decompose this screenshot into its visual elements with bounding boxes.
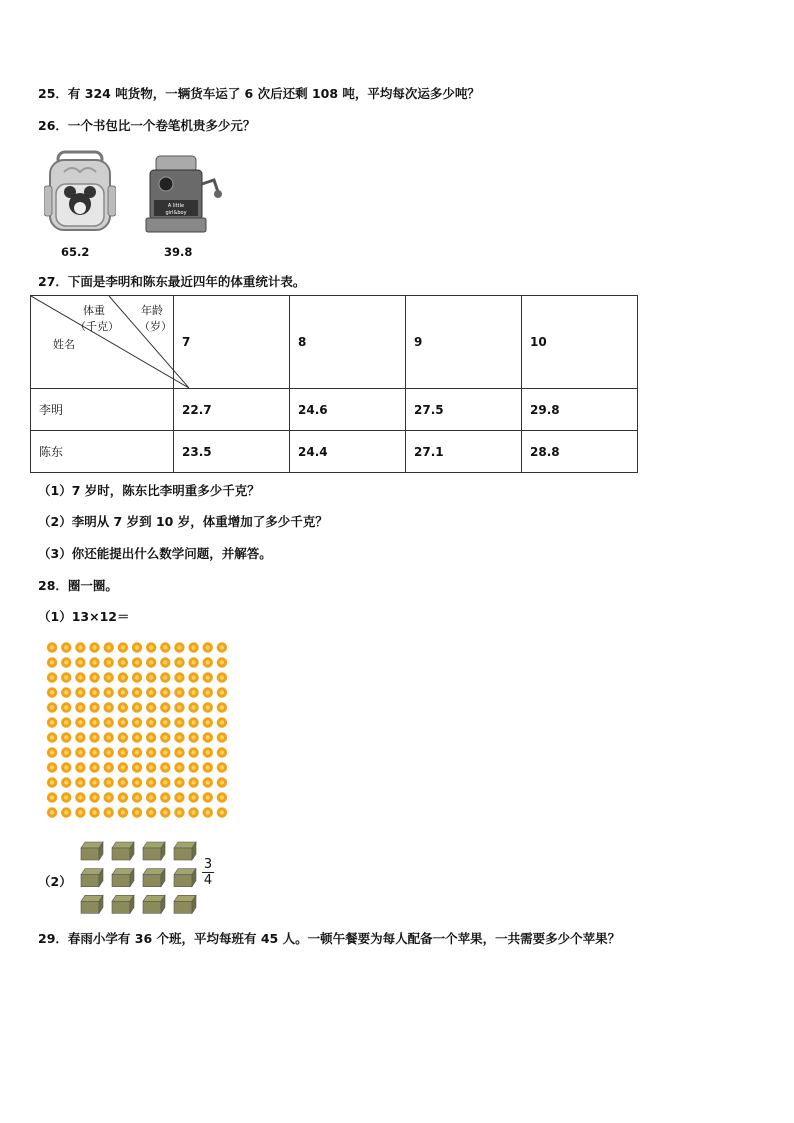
flower-dot-center [106, 720, 110, 724]
flower-dot-center [78, 690, 82, 694]
flower-dot-center [149, 795, 153, 799]
flower-dot-center [163, 705, 167, 709]
flower-dot-center [163, 750, 167, 754]
flower-dot-center [191, 690, 195, 694]
flower-dot-center [121, 705, 125, 709]
row-name: 陈东 [31, 431, 174, 473]
flower-dot-center [163, 795, 167, 799]
question-27: 27．下面是李明和陈东最近四年的体重统计表。 [38, 274, 306, 289]
flower-dot-center [191, 645, 195, 649]
flower-dot-center [149, 765, 153, 769]
flower-dot-center [206, 645, 210, 649]
cube-block [143, 842, 165, 860]
flower-dot-center [50, 780, 54, 784]
question-29: 29．春雨小学有 36 个班，平均每班有 45 人。一顿午餐要为每人配备一个苹果，一共需要多少个苹果？ [38, 931, 621, 946]
flower-dot-center [64, 690, 68, 694]
flower-dot-center [121, 765, 125, 769]
flower-dot-center [220, 720, 224, 724]
table-row [31, 431, 638, 473]
flower-dot-center [177, 645, 181, 649]
flower-dot-center [191, 675, 195, 679]
flower-dot-center [177, 690, 181, 694]
flower-dot-center [191, 765, 195, 769]
flower-dot-center [121, 795, 125, 799]
svg-text:A little: A little [167, 203, 185, 209]
header-name: 姓名 [53, 338, 75, 351]
flower-dot-center [177, 810, 181, 814]
age-col: 9 [406, 296, 522, 389]
flower-dot-center [177, 720, 181, 724]
flower-dot-center [163, 675, 167, 679]
flower-dot-center [135, 780, 139, 784]
flower-dot-center [220, 705, 224, 709]
flower-dot-center [92, 780, 96, 784]
flower-dot-center [206, 765, 210, 769]
cube-block [143, 869, 165, 887]
flower-dot-center [206, 735, 210, 739]
row-value: 24.4 [290, 431, 406, 473]
question-25: 25．有 324 吨货物，一辆货车运了 6 次后还剩 108 吨，平均每次运多少吨？ [38, 86, 480, 101]
flower-dot-center [92, 645, 96, 649]
header-age-unit: （岁） [139, 320, 172, 333]
flower-dot-center [206, 660, 210, 664]
flower-dot-center [78, 675, 82, 679]
flower-dot-center [135, 750, 139, 754]
flower-dot-center [106, 780, 110, 784]
flower-dot-center [191, 750, 195, 754]
flower-dot-center [106, 660, 110, 664]
flower-dot-center [78, 780, 82, 784]
cube-block [112, 842, 134, 860]
flower-dot-center [92, 675, 96, 679]
row-value: 22.7 [174, 389, 290, 431]
flower-dot-center [106, 810, 110, 814]
flower-dot-center [50, 675, 54, 679]
age-col: 10 [522, 296, 638, 389]
age-col: 8 [290, 296, 406, 389]
question-28-sub1: （1）13×12＝ [38, 609, 130, 624]
question-27-sub2: （2）李明从 7 岁到 10 岁，体重增加了多少千克？ [38, 514, 328, 529]
flower-dot-center [106, 705, 110, 709]
flower-dot-center [92, 735, 96, 739]
flower-dot-center [149, 810, 153, 814]
flower-dot-center [78, 750, 82, 754]
weight-table [30, 295, 638, 473]
header-weight-unit: （千克） [75, 320, 119, 333]
flower-dot-center [149, 660, 153, 664]
question-27-sub1: （1）7 岁时，陈东比李明重多少千克？ [38, 483, 260, 498]
flower-dot-center [106, 750, 110, 754]
cube-block [81, 842, 103, 860]
cube-block [81, 869, 103, 887]
flower-dot-center [177, 705, 181, 709]
flower-dot-center [149, 645, 153, 649]
cube-block [112, 895, 134, 913]
row-value: 23.5 [174, 431, 290, 473]
flower-dot-center [191, 735, 195, 739]
flower-dot-center [78, 660, 82, 664]
flower-dot-center [121, 690, 125, 694]
flower-dot-center [177, 780, 181, 784]
flower-dot-center [191, 780, 195, 784]
flower-dot-center [92, 705, 96, 709]
flower-dot-center [220, 690, 224, 694]
flower-dot-center [121, 660, 125, 664]
flower-dot-center [135, 810, 139, 814]
flower-dot-center [50, 705, 54, 709]
flower-dot-center [220, 795, 224, 799]
flower-dot-center [163, 810, 167, 814]
flower-dot-center [220, 675, 224, 679]
fraction [202, 858, 214, 887]
flower-dot-center [220, 765, 224, 769]
flower-dot-center [163, 735, 167, 739]
flower-dot-center [206, 750, 210, 754]
flower-dot-center [191, 660, 195, 664]
flower-dot-center [50, 810, 54, 814]
flower-dot-center [206, 690, 210, 694]
flower-dot-center [206, 780, 210, 784]
flower-dot-center [206, 795, 210, 799]
flower-dot-center [64, 750, 68, 754]
flower-dot-center [163, 690, 167, 694]
flower-dot-center [64, 795, 68, 799]
flower-dot-center [106, 645, 110, 649]
backpack-price: 65.2 [61, 245, 90, 259]
flower-dot-center [92, 765, 96, 769]
row-value: 27.1 [406, 431, 522, 473]
flower-dot-center [220, 735, 224, 739]
flower-dot-center [106, 690, 110, 694]
diagonal-header-cell [31, 296, 174, 389]
flower-dot-center [78, 720, 82, 724]
flower-dot-center [135, 720, 139, 724]
cube-block [143, 895, 165, 913]
question-27-sub3: （3）你还能提出什么数学问题，并解答。 [38, 546, 272, 561]
flower-dot-center [64, 645, 68, 649]
cube-block [112, 869, 134, 887]
flower-dot-center [135, 735, 139, 739]
flower-dot-center [163, 660, 167, 664]
flower-dot-center [177, 660, 181, 664]
flower-dot-center [135, 705, 139, 709]
flower-dot-center [220, 645, 224, 649]
flower-dot-center [220, 810, 224, 814]
flower-dot-center [163, 645, 167, 649]
flower-dot-center [78, 645, 82, 649]
flower-dot-center [149, 675, 153, 679]
flower-dot-center [78, 705, 82, 709]
flower-dot-center [121, 780, 125, 784]
backpack-image [44, 150, 116, 232]
flower-dot-center [50, 735, 54, 739]
sharpener-price: 39.8 [164, 245, 193, 259]
row-name: 李明 [31, 389, 174, 431]
flower-dot-center [92, 690, 96, 694]
flower-dot-center [106, 675, 110, 679]
flower-dot-center [64, 810, 68, 814]
cube-grid [76, 838, 200, 918]
question-28: 28．圈一圈。 [38, 578, 118, 593]
header-weight: 体重 [83, 304, 105, 317]
header-age: 年龄 [141, 304, 163, 317]
flower-dot-center [64, 675, 68, 679]
flower-dot-center [121, 810, 125, 814]
flower-dot-center [78, 765, 82, 769]
flower-dot-center [149, 750, 153, 754]
flower-dot-center [149, 780, 153, 784]
cube-block [81, 895, 103, 913]
flower-dot-center [135, 795, 139, 799]
flower-dot-center [177, 765, 181, 769]
row-value: 28.8 [522, 431, 638, 473]
flower-dot-center [92, 720, 96, 724]
flower-dot-center [135, 675, 139, 679]
question-28-sub2: （2） [38, 874, 72, 889]
pencil-sharpener-image [142, 154, 224, 234]
flower-dot-center [220, 660, 224, 664]
flower-dot-center [92, 750, 96, 754]
flower-dot-center [64, 705, 68, 709]
flower-dot-center [64, 780, 68, 784]
flower-dot-grid [45, 640, 229, 820]
flower-dot-center [149, 690, 153, 694]
flower-dot-center [135, 660, 139, 664]
flower-dot-center [206, 720, 210, 724]
flower-dot-center [121, 750, 125, 754]
flower-dot-center [135, 765, 139, 769]
flower-dot-center [149, 735, 153, 739]
flower-dot-center [50, 720, 54, 724]
row-value: 29.8 [522, 389, 638, 431]
table-row [31, 389, 638, 431]
flower-dot-center [191, 705, 195, 709]
flower-dot-center [121, 675, 125, 679]
flower-dot-center [106, 735, 110, 739]
flower-dot-center [64, 735, 68, 739]
flower-dot-center [64, 720, 68, 724]
flower-dot-center [191, 810, 195, 814]
flower-dot-center [163, 765, 167, 769]
flower-dot-center [50, 795, 54, 799]
cube-block [174, 842, 196, 860]
flower-dot-center [106, 795, 110, 799]
flower-dot-center [78, 810, 82, 814]
flower-dot-center [163, 780, 167, 784]
flower-dot-center [106, 765, 110, 769]
flower-dot-center [92, 795, 96, 799]
flower-dot-center [64, 765, 68, 769]
flower-dot-center [177, 795, 181, 799]
cube-block [174, 869, 196, 887]
row-value: 27.5 [406, 389, 522, 431]
flower-dot-center [220, 750, 224, 754]
flower-dot-center [220, 780, 224, 784]
flower-dot-center [50, 690, 54, 694]
flower-dot-center [177, 735, 181, 739]
flower-dot-center [135, 645, 139, 649]
svg-text:girl&boy: girl&boy [165, 210, 187, 216]
flower-dot-center [191, 795, 195, 799]
flower-dot-center [50, 660, 54, 664]
flower-dot-center [50, 645, 54, 649]
flower-dot-center [92, 660, 96, 664]
flower-dot-center [177, 750, 181, 754]
table-header-row [31, 296, 638, 389]
cube-block [174, 895, 196, 913]
flower-dot-center [149, 705, 153, 709]
flower-dot-center [121, 720, 125, 724]
flower-dot-center [206, 705, 210, 709]
flower-dot-center [206, 810, 210, 814]
flower-dot-center [92, 810, 96, 814]
question-26: 26．一个书包比一个卷笔机贵多少元？ [38, 118, 256, 133]
fraction-numerator: 3 [203, 857, 213, 872]
flower-dot-center [149, 720, 153, 724]
flower-dot-center [50, 765, 54, 769]
flower-dot-center [50, 750, 54, 754]
flower-dot-center [78, 735, 82, 739]
flower-dot-center [135, 690, 139, 694]
flower-dot-center [64, 660, 68, 664]
fraction-denominator: 4 [203, 873, 213, 888]
flower-dot-center [121, 735, 125, 739]
flower-dot-center [206, 675, 210, 679]
flower-dot-center [163, 720, 167, 724]
flower-dot-center [191, 720, 195, 724]
flower-dot-center [121, 645, 125, 649]
flower-dot-center [177, 675, 181, 679]
row-value: 24.6 [290, 389, 406, 431]
flower-dot-center [78, 795, 82, 799]
age-col: 7 [174, 296, 290, 389]
